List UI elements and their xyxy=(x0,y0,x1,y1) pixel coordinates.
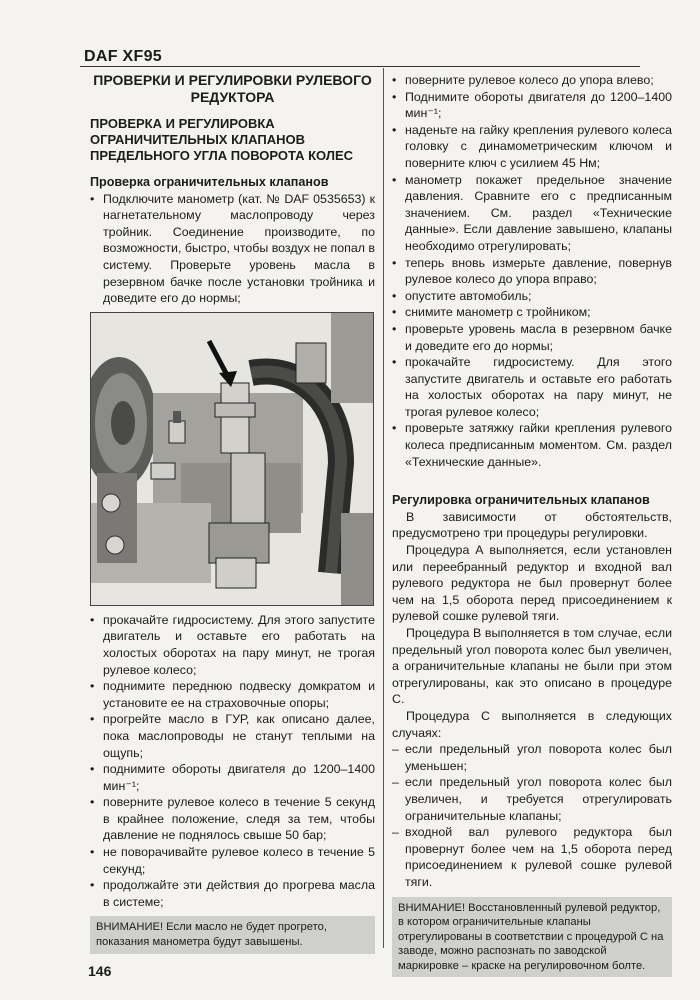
section-title: ПРОВЕРКИ И РЕГУЛИРОВКИ РУЛЕВОГО РЕДУКТОРА xyxy=(93,72,372,105)
bullet-icon: • xyxy=(392,288,397,303)
dash-icon: – xyxy=(392,825,399,840)
list-item-text: опустите автомобиль; xyxy=(405,288,532,303)
list-item xyxy=(392,774,672,824)
list-item xyxy=(392,288,672,305)
list-item-text: прогрейте масло в ГУР, как описано далее, пока маслопроводы не станут теплыми на ощупь; xyxy=(103,712,375,760)
steering-gear-figure xyxy=(90,312,374,606)
bullet-icon: • xyxy=(392,305,397,320)
list-item-text: снимите манометр с тройником; xyxy=(405,305,591,320)
list-item xyxy=(90,844,375,877)
check-intro-text: Подключите манометр (кат. № DAF 0535653) к нагнетательному маслопроводу через тройник. Соединение производите, по возможности, быстро, чтобы воздух не попал в систему. Проверьте уровень масла в резервном бачке после установки тройника и доведите его до нормы; xyxy=(103,191,376,306)
bullet-icon: • xyxy=(90,191,95,206)
list-item xyxy=(392,122,672,172)
list-item-text: проверьте уровень масла в резервном бачке и доведите его до нормы; xyxy=(405,321,672,353)
warning-note: ВНИМАНИЕ! Восстановленный рулевой редуктор, в котором ограничительные клапаны отрегулированы в соответствии с процедурой С на заводе, можно распознать по заводской маркировке – краске на регулировочном болте. xyxy=(392,897,672,978)
bullet-icon: • xyxy=(392,355,397,370)
list-item xyxy=(392,304,672,321)
list-item-text: наденьте на гайку крепления рулевого колеса головку с динамометрическим ключом и поверните ключ с усилием 45 Нм; xyxy=(405,122,672,170)
dash-icon: – xyxy=(392,775,399,790)
list-item xyxy=(392,741,672,774)
list-item-text: если предельный угол поворота колес был уменьшен; xyxy=(405,742,672,773)
paragraph: Процедура А выполняется, если установлен или переебранный редуктор и входной вал рулевого редуктора не был провернут более чем на 1,5 оборота перед присоединением к рулевой сошке рулевой тяги. xyxy=(392,543,672,624)
list-item xyxy=(90,678,375,711)
paragraph: В зависимости от обстоятельств, предусмотрено три процедуры регулировки. xyxy=(392,509,672,541)
list-item-text: теперь вновь измерьте давление, повернув рулевое колесо до упора вправо; xyxy=(405,255,672,287)
list-item-text: поверните рулевое колесо до упора влево; xyxy=(405,73,654,87)
list-item xyxy=(392,89,672,122)
page-number: 146 xyxy=(88,963,112,979)
list-item-text: продолжайте эти действия до прогрева масла в системе; xyxy=(103,878,375,909)
bullet-icon: • xyxy=(90,845,95,860)
subsection-title: ПРОВЕРКА И РЕГУЛИРОВКА ОГРАНИЧИТЕЛЬНЫХ КЛАПАНОВ ПРЕДЕЛЬНОГО УГЛА ПОВОРОТА КОЛЕС xyxy=(90,116,354,163)
list-item-text: прокачайте гидросистему. Для этого запустите двигатель и оставьте его работать на холостых оборотах на пару минут, не трогая рулевое колесо; xyxy=(405,355,672,419)
list-item xyxy=(392,321,672,354)
paragraph: Процедура С выполняется в следующих случаях: xyxy=(392,708,672,740)
list-item-text: поднимите переднюю подвеску домкратом и установите ее на страховочные опоры; xyxy=(103,679,375,710)
bullet-icon: • xyxy=(392,89,397,104)
bullet-icon: • xyxy=(90,795,95,810)
list-item xyxy=(392,72,672,89)
steering-gear-illustration xyxy=(91,313,373,605)
list-item xyxy=(392,824,672,890)
list-item-text: поднимите обороты двигателя до 1200–1400 мин⁻¹; xyxy=(103,762,375,793)
warning-note: ВНИМАНИЕ! Если масло не будет прогрето, показания манометра будут завышены. xyxy=(90,916,375,953)
list-item-text: если предельный угол поворота колес был увеличен, и требуется отрегулировать ограничительные клапаны; xyxy=(405,775,672,823)
list-item xyxy=(90,877,375,910)
bullet-icon: • xyxy=(392,255,397,270)
list-item xyxy=(90,761,375,794)
list-item xyxy=(90,711,375,761)
list-item-text: не поворачивайте рулевое колесо в течение 5 секунд; xyxy=(103,845,375,876)
bullet-icon: • xyxy=(392,122,397,137)
bullet-icon: • xyxy=(392,73,397,87)
list-item-text: Поднимите обороты двигателя до 1200–1400 мин⁻¹; xyxy=(405,89,672,121)
list-item xyxy=(392,172,672,255)
right-column xyxy=(392,72,672,977)
dash-icon: – xyxy=(392,742,399,757)
left-column xyxy=(90,72,375,954)
bullet-icon: • xyxy=(392,321,397,336)
paragraph: Процедура В выполняется в том случае, если предельный угол поворота колес был увеличен, а ограничительные клапаны не были при этом отрегулированы, как это описано в процедуре С. xyxy=(392,626,672,707)
list-item xyxy=(392,255,672,288)
bullet-icon: • xyxy=(90,612,95,627)
bullet-icon: • xyxy=(90,878,95,893)
list-item xyxy=(90,794,375,844)
bullet-icon: • xyxy=(392,172,397,187)
list-item-text: манометр покажет предельное значение давления. Сравните его с предписанным значением. См. раздел «Технические данные». Если давление завышено, клапаны необходимо отрегулировать; xyxy=(405,172,672,253)
list-item xyxy=(392,420,672,470)
list-item-text: проверьте затяжку гайки крепления рулевого колеса предписанным моментом. См. раздел «Технические данные». xyxy=(405,421,672,469)
list-item-text: входной вал рулевого редуктора был провернут более чем на 1,5 оборота перед присоединением к рулевой сошке рулевой тяги. xyxy=(405,825,672,889)
column-divider xyxy=(383,68,384,948)
bullet-icon: • xyxy=(392,421,397,436)
bullet-icon: • xyxy=(90,762,95,777)
list-item-text: поверните рулевое колесо в течение 5 секунд в крайнее положение, следя за тем, чтобы давление не поднялось свыше 50 бар; xyxy=(103,795,375,843)
list-item xyxy=(90,191,375,307)
list-item xyxy=(90,612,375,678)
book-title: DAF XF95 xyxy=(84,48,162,65)
adjust-heading: Регулировка ограничительных клапанов xyxy=(392,493,650,508)
check-heading: Проверка ограничительных клапанов xyxy=(90,175,329,189)
list-item xyxy=(392,354,672,420)
list-item-text: прокачайте гидросистему. Для этого запустите двигатель и оставьте его работать на холостых оборотах на пару минут, не трогая рулевое колесо; xyxy=(103,612,375,677)
header-rule xyxy=(80,66,640,67)
bullet-icon: • xyxy=(90,679,95,694)
bullet-icon: • xyxy=(90,712,95,727)
